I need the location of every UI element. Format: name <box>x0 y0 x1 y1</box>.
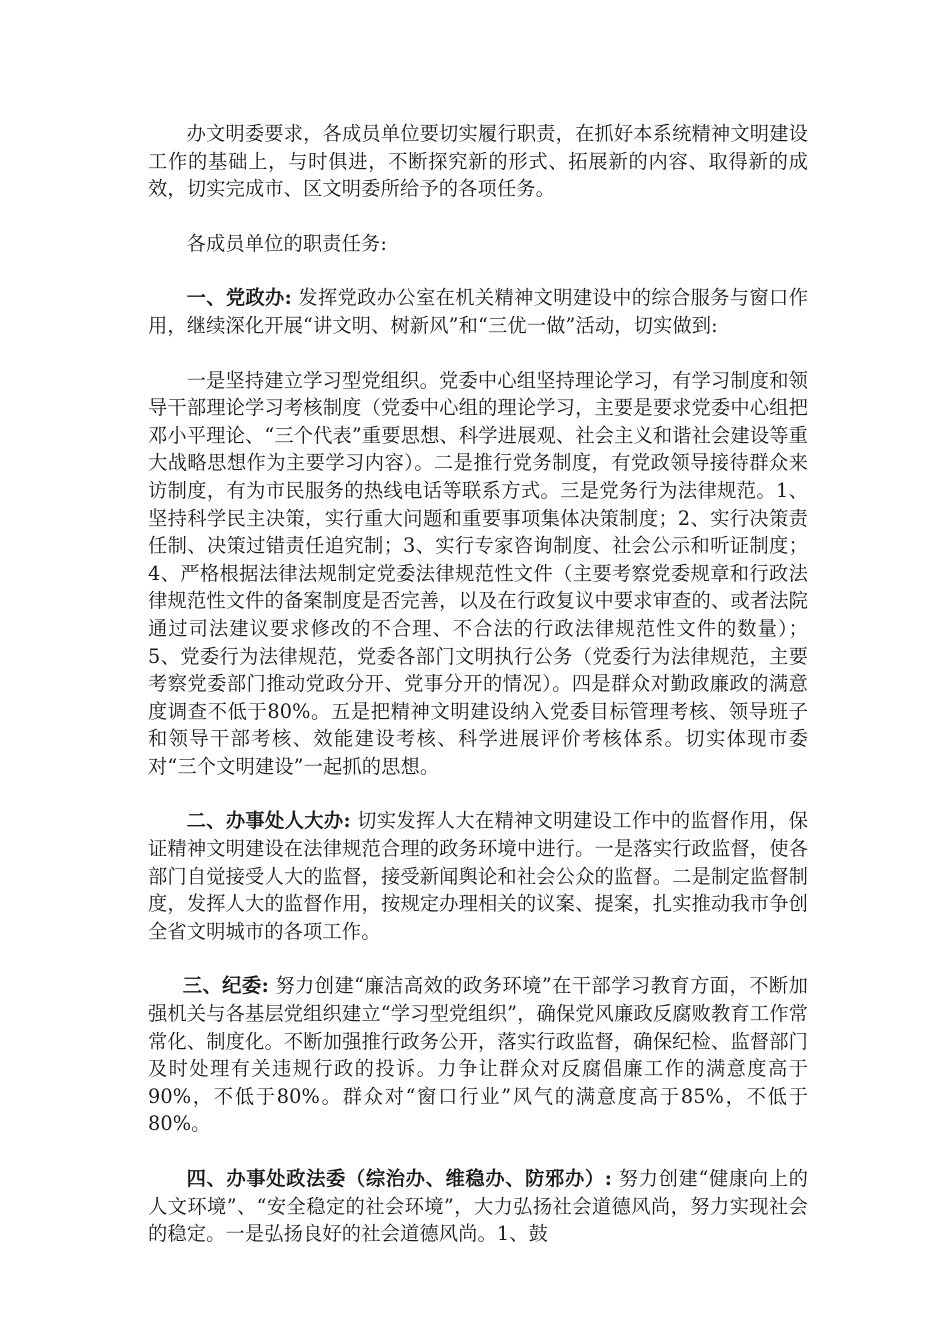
paragraph-duties-intro <box>148 230 808 258</box>
paragraph-text: 各成员单位的职责任务: <box>186 231 388 255</box>
paragraph-section-3 <box>148 972 808 1138</box>
paragraph-text: 办文明委要求，各成员单位要切实履行职责，在抓好本系统精神文明建设工作的基础上，与时俱进，不断探究新的形式、拓展新的内容、取得新的成效，切实完成市、区文明委所给予的各项任务。 <box>148 122 808 201</box>
section-heading: 四、办事处政法委（综治办、维稳办、防邪办）: <box>186 1167 613 1190</box>
paragraph-section-4 <box>148 1165 808 1248</box>
section-heading: 一、党政办: <box>186 286 292 310</box>
paragraph-section-2 <box>148 807 808 945</box>
paragraph-text: 发挥党政办公室在机关精神文明建设中的综合服务与窗口作用，继续深化开展“讲文明、树新风”和“三优一做”活动，切实做到: <box>148 286 809 337</box>
paragraph-text: 一是坚持建立学习型党组织。党委中心组坚持理论学习，有学习制度和领导干部理论学习考核制度（党委中心组的理论学习，主要是要求党委中心组把邓小平理论、“三个代表”重要思想、科学进展观、社会主义和谐社会建设等重大战略思想作为主要学习内容）。二是推行党务制度，有党政领导接待群众来访制度，有为市民服务的热线电话等联系方式。三是党务行为法律规范。1、坚持科学民主决策，实行重大问题和重要事项集体决策制度；2、实行决策责任制、决策过错责任追究制；3、实行专家咨询制度、社会公示和听证制度；4、严格根据法律法规制定党委法律规范性文件（主要考察党委规章和行政法律规范性文件的备案制度是否完善，以及在行政复议中要求审查的、或者法院通过司法建议要求修改的不合理、不合法的行政法律规范性文件的数量）；5、党委行为法律规范，党委各部门文明执行公务（党委行为法律规范，主要考察党委部门推动党政分开、党事分开的情况）。四是群众对勤政廉政的满意度调查不低于80%。五是把精神文明建设纳入党委目标管理考核、领导班子和领导干部考核、效能建设考核、科学进展评价考核体系。切实体现市委对“三个文明建设”一起抓的思想。 <box>148 368 808 778</box>
paragraph-text: 切实发挥人大在精神文明建设工作中的监督作用，保证精神文明建设在法律规范合理的政务环境中进行。一是落实行政监督，使各部门自觉接受人大的监督，接受新闻舆论和社会公众的监督。二是制定监督制度，发挥人大的监督作用，按规定办理相关的议案、提案，扎实推动我市争创全省文明城市的各项工作。 <box>148 809 808 943</box>
paragraph-intro <box>148 120 808 203</box>
section-heading: 三、纪委: <box>182 974 269 998</box>
paragraph-section-1 <box>148 284 808 339</box>
section-heading: 二、办事处人大办: <box>186 809 351 833</box>
paragraph-section-1-details <box>148 367 808 781</box>
paragraph-text: 努力创建“健康向上的人文环境”、“安全稳定的社会环境”，大力弘扬社会道德风尚，努力实现社会的稳定。一是弘扬良好的社会道德风尚。1、鼓 <box>148 1167 808 1246</box>
paragraph-text: 努力创建“廉洁高效的政务环境”在干部学习教育方面，不断加强机关与各基层党组织建立“学习型党组织”，确保党风廉政反腐败教育工作常常化、制度化。不断加强推行政务公开，落实行政监督，确保纪检、监督部门及时处理有关违规行政的投诉。力争让群众对反腐倡廉工作的满意度高于90%，不低于80%。群众对“窗口行业”风气的满意度高于85%，不低于80%。 <box>148 974 808 1136</box>
document-body <box>148 120 808 1275</box>
